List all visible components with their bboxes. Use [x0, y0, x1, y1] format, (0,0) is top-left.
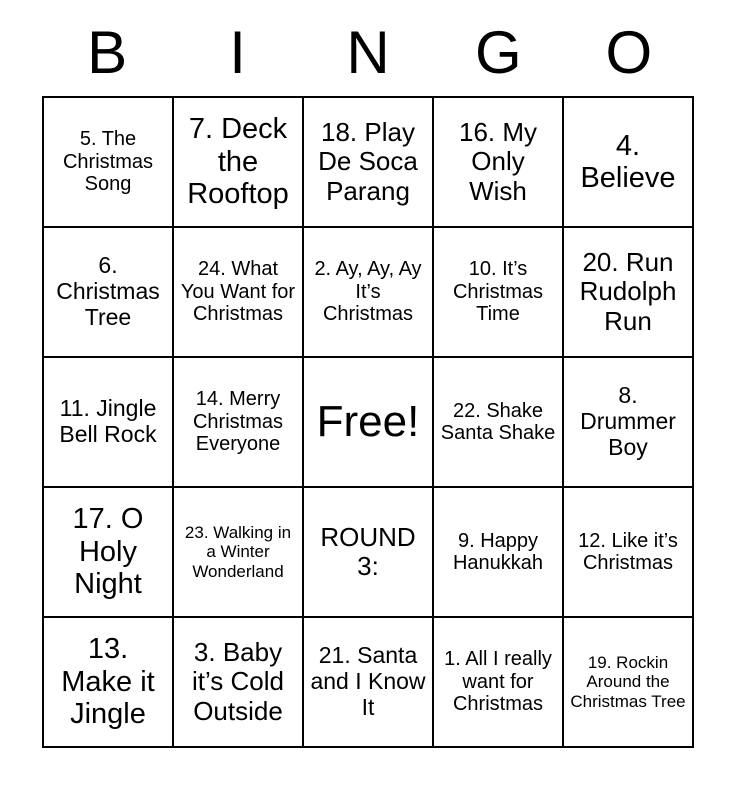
bingo-cell-text: 4. Believe: [580, 129, 676, 194]
bingo-cell-text: 11. Jingle Bell Rock: [59, 395, 157, 447]
bingo-cell-text: 21. Santa and I Know It: [310, 642, 426, 720]
bingo-cell-text: 6. Christmas Tree: [56, 252, 160, 330]
bingo-cell-text: 7. Deck the Rooftop: [187, 113, 289, 211]
bingo-cell[interactable]: [43, 97, 173, 227]
bingo-cell[interactable]: [173, 617, 303, 747]
bingo-cell[interactable]: [563, 357, 693, 487]
bingo-cell-text: 13. Make it Jingle: [61, 633, 155, 731]
bingo-cell-text: 23. Walking in a Winter Wonderland: [184, 523, 292, 581]
bingo-grid-wrapper: [42, 96, 694, 748]
bingo-cell[interactable]: [433, 357, 563, 487]
bingo-cell[interactable]: [303, 617, 433, 747]
bingo-letter-o: O: [605, 19, 653, 86]
bingo-cell[interactable]: [433, 227, 563, 357]
bingo-cell-round[interactable]: [303, 487, 433, 617]
bingo-cell[interactable]: [43, 357, 173, 487]
bingo-row: [43, 357, 693, 487]
bingo-cell[interactable]: [563, 617, 693, 747]
bingo-cell[interactable]: [43, 617, 173, 747]
bingo-cell-text: 19. Rockin Around the Christmas Tree: [570, 653, 686, 711]
bingo-cell-text: 17. O Holy Night: [72, 503, 144, 601]
bingo-letter-b: B: [87, 19, 128, 86]
bingo-cell[interactable]: [173, 357, 303, 487]
bingo-cell-text: 2. Ay, Ay, Ay It’s Christmas: [314, 258, 422, 326]
bingo-cell-text: Free!: [316, 397, 420, 447]
bingo-cell-text: 12. Like it’s Christmas: [578, 529, 678, 574]
bingo-cell[interactable]: [563, 97, 693, 227]
bingo-letter-g: G: [475, 19, 522, 86]
bingo-cell[interactable]: [173, 227, 303, 357]
bingo-cell[interactable]: [173, 487, 303, 617]
bingo-cell-text: 24. What You Want for Christmas: [180, 258, 296, 326]
bingo-cell-text: 8. Drummer Boy: [580, 382, 676, 460]
bingo-header: [42, 19, 694, 86]
bingo-cell[interactable]: [433, 617, 563, 747]
bingo-cell-text: 5. The Christmas Song: [62, 128, 153, 196]
bingo-cell-text: 1. All I really want for Christmas: [444, 648, 552, 716]
bingo-cell[interactable]: [563, 227, 693, 357]
bingo-cell[interactable]: [433, 487, 563, 617]
bingo-cell-text: 18. Play De Soca Parang: [318, 117, 418, 206]
bingo-row: [43, 97, 693, 227]
bingo-cell-text: 14. Merry Christmas Everyone: [192, 388, 283, 456]
bingo-row: [43, 617, 693, 747]
bingo-cell-text: 16. My Only Wish: [458, 117, 538, 206]
bingo-cell-text: 22. Shake Santa Shake: [440, 399, 556, 444]
bingo-cell-text: 10. It’s Christmas Time: [452, 258, 543, 326]
bingo-row: [43, 227, 693, 357]
bingo-cell[interactable]: [173, 97, 303, 227]
bingo-letter-n: N: [346, 19, 390, 86]
bingo-cell-text: 3. Baby it’s Cold Outside: [191, 637, 284, 726]
bingo-cell-text: 20. Run Rudolph Run: [579, 247, 677, 336]
bingo-cell[interactable]: [43, 487, 173, 617]
bingo-cell[interactable]: [303, 227, 433, 357]
bingo-grid: [42, 96, 694, 748]
bingo-cell[interactable]: [433, 97, 563, 227]
bingo-cell-text: ROUND 3:: [320, 521, 416, 581]
bingo-cell-text: 9. Happy Hanukkah: [452, 529, 544, 574]
bingo-letter-i: I: [229, 19, 246, 86]
bingo-cell-free[interactable]: [303, 357, 433, 487]
bingo-cell[interactable]: [563, 487, 693, 617]
bingo-cell[interactable]: [303, 97, 433, 227]
bingo-row: [43, 487, 693, 617]
bingo-cell[interactable]: [43, 227, 173, 357]
